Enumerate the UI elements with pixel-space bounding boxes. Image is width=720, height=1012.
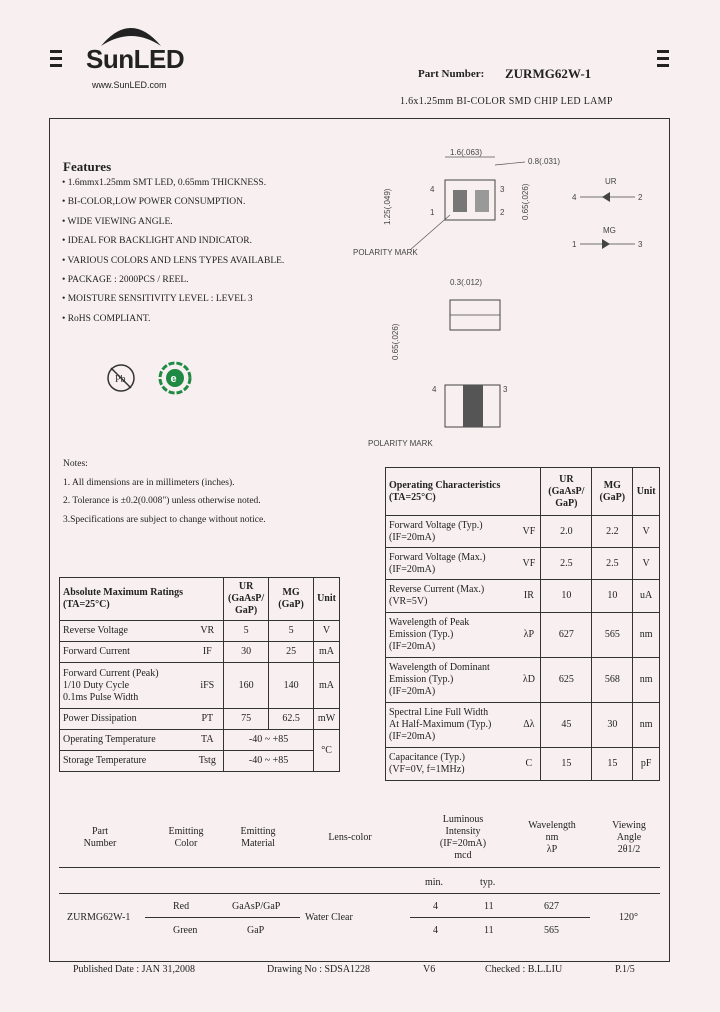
param: Forward Voltage (Max.) (IF=20mA) <box>386 548 518 580</box>
param: Spectral Line Full Width At Half-Maximum (Typ.) (IF=20mA) <box>386 703 518 748</box>
footer-drawing: Drawing No : SDSA1228 <box>267 964 371 975</box>
svg-text:0.65(.026): 0.65(.026) <box>521 183 530 220</box>
table-row <box>386 580 660 613</box>
mg: 15 <box>592 748 633 781</box>
part-number-label: Part Number: <box>418 68 485 80</box>
footer-published: Published Date : JAN 31,2008 <box>73 964 195 975</box>
col-mg: MG (GaP) <box>592 468 633 516</box>
right-bar-marks <box>657 50 669 67</box>
feature-item: • 1.6mmx1.25mm SMT LED, 0.65mm THICKNESS. <box>62 178 267 188</box>
ur: 627 <box>541 613 592 658</box>
features-list <box>62 178 284 333</box>
sel-material: GaAsP/GaP <box>232 901 281 912</box>
mg: 62.5 <box>269 709 314 730</box>
ur: 2.5 <box>541 548 592 580</box>
sel-row-divider-2 <box>410 917 590 918</box>
sym: TA <box>191 730 223 751</box>
sym: λP <box>517 613 540 658</box>
sel-angle: 120° <box>619 912 638 923</box>
table-row <box>60 751 340 772</box>
feature-item: • RoHS COMPLIANT. <box>62 313 151 324</box>
ur: 30 <box>224 642 269 663</box>
logo: SunLED <box>86 44 185 74</box>
unit: nm <box>633 658 660 703</box>
features-title: Features <box>63 159 112 174</box>
note-item: 1. All dimensions are in millimeters (inches). <box>63 477 235 488</box>
table-row <box>60 663 340 709</box>
col-unit: Unit <box>314 578 340 621</box>
unit: uA <box>633 580 660 613</box>
unit: V <box>633 516 660 548</box>
feature-item: • WIDE VIEWING ANGLE. <box>62 216 173 227</box>
feature-item: • VARIOUS COLORS AND LENS TYPES AVAILABLE. <box>62 255 285 266</box>
mg: 5 <box>269 621 314 642</box>
svg-text:1: 1 <box>430 208 435 217</box>
sel-min-label: min. <box>425 877 444 888</box>
pb-free-icon <box>106 363 136 393</box>
subtitle: 1.6x1.25mm BI-COLOR SMD CHIP LED LAMP <box>400 96 613 107</box>
abs-max-title: Absolute Maximum Ratings (TA=25°C) <box>60 578 224 621</box>
sym: VF <box>517 548 540 580</box>
dim-d: 0.3(.012) <box>450 278 483 287</box>
dim-top: 1.6(.063) <box>450 148 483 157</box>
note-item: 2. Tolerance is ±0.2(0.008") unless otherwise noted. <box>63 496 261 506</box>
ur: 15 <box>541 748 592 781</box>
package-drawing <box>350 140 650 460</box>
svg-text:3: 3 <box>500 185 505 194</box>
param: Wavelength of Peak Emission (Typ.) (IF=20mA) <box>386 613 518 658</box>
svg-text:3: 3 <box>503 385 508 394</box>
note-item: 3.Specifications are subject to change without notice. <box>63 514 266 525</box>
footer-version: V6 <box>423 964 436 975</box>
table-row <box>386 516 660 548</box>
sel-material: GaP <box>247 925 265 936</box>
mg: 568 <box>592 658 633 703</box>
footer-checked: Checked : B.L.LIU <box>485 964 563 975</box>
left-bar-marks <box>50 50 62 67</box>
svg-text:e: e <box>170 373 177 385</box>
ur: 45 <box>541 703 592 748</box>
sel-header-angle: Viewing Angle 2θ1/2 <box>612 820 646 855</box>
sym: C <box>517 748 540 781</box>
footer-page: P.1/5 <box>615 964 635 975</box>
website: www.SunLED.com <box>92 80 167 90</box>
sel-header-part: Part Number <box>83 826 117 849</box>
sel-header-material: Emitting Material <box>240 826 276 849</box>
sel-header-wavelength: Wavelength nm λP <box>528 820 576 855</box>
svg-text:0.65(.026): 0.65(.026) <box>391 323 400 360</box>
svg-text:4: 4 <box>572 193 577 202</box>
feature-item: • BI-COLOR,LOW POWER CONSUMPTION. <box>62 197 246 208</box>
sel-wl: 565 <box>544 925 559 936</box>
param: Capacitance (Typ.) (VF=0V, f=1MHz) <box>386 748 518 781</box>
sym: Δλ <box>517 703 540 748</box>
ur: 625 <box>541 658 592 703</box>
param: Reverse Voltage <box>60 621 192 642</box>
unit: nm <box>633 613 660 658</box>
sel-color: Green <box>173 925 198 936</box>
notes <box>63 455 266 529</box>
sel-min: 4 <box>433 901 438 912</box>
sel-min: 4 <box>433 925 438 936</box>
unit: V <box>633 548 660 580</box>
rohs-icon <box>158 361 192 395</box>
sel-header-lens: Lens-color <box>328 832 372 843</box>
sym: IR <box>517 580 540 613</box>
unit: mA <box>314 663 340 709</box>
svg-text:4: 4 <box>430 185 435 194</box>
table-row <box>386 748 660 781</box>
mg: 2.2 <box>592 516 633 548</box>
val: -40 ~ +85 <box>224 751 314 772</box>
sel-color: Red <box>173 901 190 912</box>
param: Wavelength of Dominant Emission (Typ.) (IF=20mA) <box>386 658 518 703</box>
feature-item: • PACKAGE : 2000PCS / REEL. <box>62 274 189 285</box>
param: Storage Temperature <box>60 751 192 772</box>
mg: 10 <box>592 580 633 613</box>
part-number: ZURMG62W-1 <box>505 66 592 81</box>
mg: 25 <box>269 642 314 663</box>
mg: 30 <box>592 703 633 748</box>
ur: 160 <box>224 663 269 709</box>
sym: IF <box>191 642 223 663</box>
abs-max-table <box>59 577 340 772</box>
svg-text:MG: MG <box>603 226 616 235</box>
feature-item: • MOISTURE SENSITIVITY LEVEL : LEVEL 3 <box>62 294 253 305</box>
sym: Tstg <box>191 751 223 772</box>
sel-header-color: Emitting Color <box>168 826 204 849</box>
svg-text:Pb: Pb <box>115 374 126 385</box>
ur: 2.0 <box>541 516 592 548</box>
param: Forward Voltage (Typ.) (IF=20mA) <box>386 516 518 548</box>
svg-text:3: 3 <box>638 240 643 249</box>
op-char-table <box>385 467 660 781</box>
sel-wl: 627 <box>544 901 559 912</box>
table-row <box>386 613 660 658</box>
unit: mW <box>314 709 340 730</box>
param: Operating Temperature <box>60 730 192 751</box>
sel-divider-mid <box>59 893 660 894</box>
unit: mA <box>314 642 340 663</box>
ur: 5 <box>224 621 269 642</box>
col-ur: UR (GaAsP/ GaP) <box>541 468 592 516</box>
val: -40 ~ +85 <box>224 730 314 751</box>
col-mg: MG (GaP) <box>269 578 314 621</box>
sel-header-intensity: Luminous Intensity (IF=20mA) mcd <box>439 814 487 861</box>
svg-text:POLARITY MARK: POLARITY MARK <box>368 439 433 448</box>
unit: °C <box>314 730 340 772</box>
col-unit: Unit <box>633 468 660 516</box>
table-row <box>386 658 660 703</box>
sel-typ-label: typ. <box>480 877 496 888</box>
polarity-mark-label: POLARITY MARK <box>353 248 418 257</box>
sel-typ: 11 <box>484 901 494 912</box>
sym: λD <box>517 658 540 703</box>
svg-text:2: 2 <box>638 193 643 202</box>
svg-text:1.25(.049): 1.25(.049) <box>383 188 392 225</box>
sym: VF <box>517 516 540 548</box>
mg: 2.5 <box>592 548 633 580</box>
ur: 75 <box>224 709 269 730</box>
unit: pF <box>633 748 660 781</box>
sel-part: ZURMG62W-1 <box>67 912 131 923</box>
sym: iFS <box>191 663 223 709</box>
table-row <box>60 730 340 751</box>
unit: nm <box>633 703 660 748</box>
unit: V <box>314 621 340 642</box>
svg-text:UR: UR <box>605 177 617 186</box>
sel-divider-top <box>59 867 660 868</box>
svg-text:4: 4 <box>432 385 437 394</box>
table-row <box>60 642 340 663</box>
col-ur: UR (GaAsP/ GaP) <box>224 578 269 621</box>
ur: 10 <box>541 580 592 613</box>
op-char-title: Operating Characteristics (TA=25°C) <box>386 468 541 516</box>
svg-text:2: 2 <box>500 208 505 217</box>
sel-lens: Water Clear <box>305 912 353 923</box>
param: Forward Current (Peak) 1/10 Duty Cycle 0.1ms Pulse Width <box>60 663 192 709</box>
table-row <box>60 709 340 730</box>
table-row <box>386 548 660 580</box>
sym: VR <box>191 621 223 642</box>
param: Power Dissipation <box>60 709 192 730</box>
dim-c: 0.8(.031) <box>528 157 561 166</box>
table-row <box>60 621 340 642</box>
table-row <box>386 703 660 748</box>
param: Forward Current <box>60 642 192 663</box>
notes-title: Notes: <box>63 459 88 469</box>
mg: 565 <box>592 613 633 658</box>
sel-typ: 11 <box>484 925 494 936</box>
svg-text:1: 1 <box>572 240 577 249</box>
mg: 140 <box>269 663 314 709</box>
feature-item: • IDEAL FOR BACKLIGHT AND INDICATOR. <box>62 236 252 247</box>
param: Reverse Current (Max.) (VR=5V) <box>386 580 518 613</box>
sym: PT <box>191 709 223 730</box>
sel-row-divider <box>145 917 300 918</box>
